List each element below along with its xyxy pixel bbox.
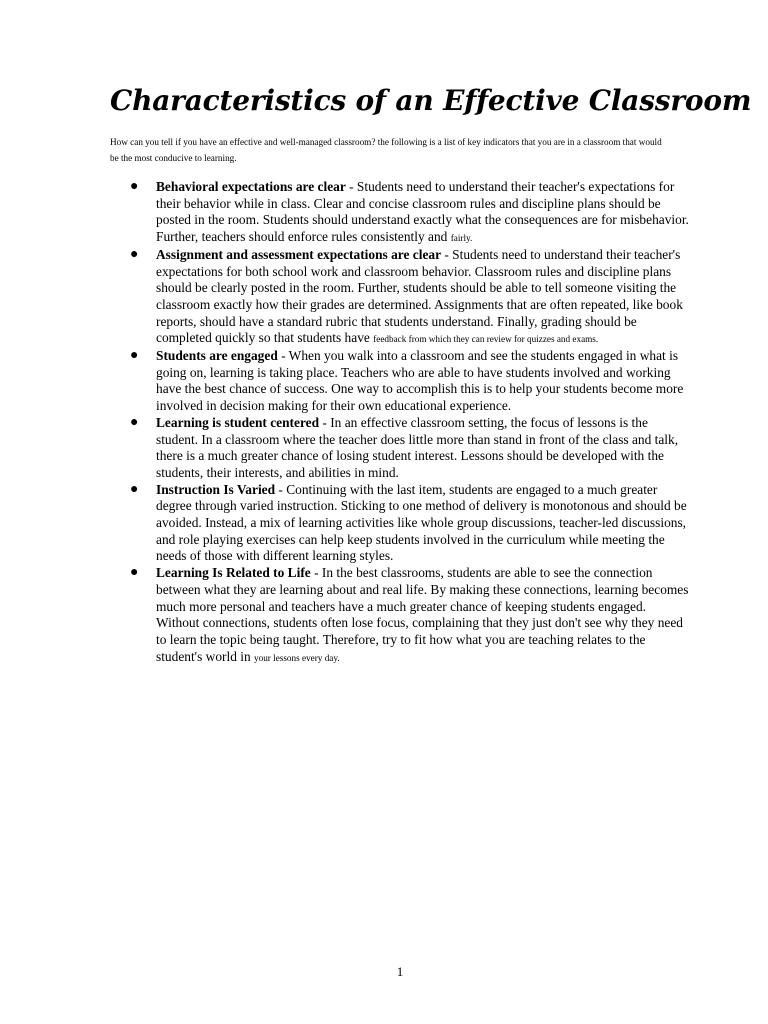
list-item-heading: Students are engaged (156, 348, 278, 364)
list-item-text: - When you walk into a classroom and see the students engaged in what is going on, learning is taking place. Teachers who are able to have students involved and working have the best chance of success. One way to accomplish this is to help your students become more involved in decision making for their own educational experience. (156, 348, 684, 414)
page-title: Characteristics of an Effective Classroom (110, 84, 752, 117)
list-item-text: - In an effective classroom setting, the focus of lessons is the student. In a classroom where the teacher does little more than stand in front of the class and talk, there is a much greater chance of losing student interest. Lessons should be developed with the students, their interests, and abilities in mind. (156, 414, 679, 480)
list-item-text: - Students need to understand their teacher's expectations for both school work and classroom behavior. Classroom rules and discipline plans should be clearly posted in the room. Further, students should be able to tell someone visiting the classroom exactly how their grades are determined. Assignments that are often repeated, like book reports, should have a standard rubric that students understand. Finally, grading should be completed quickly so that students have (156, 246, 683, 346)
bullet-icon: ● (130, 565, 139, 581)
bullet-icon: ● (130, 246, 139, 262)
list-item-heading: Instruction Is Varied (156, 481, 276, 497)
list-item-tail: fairly. (450, 233, 473, 244)
list-item (126, 482, 692, 566)
list-item-text: - In the best classrooms, students are able to see the connection between what they are learning about and real life. By making these connections, learning becomes much more personal and teachers have a much greater chance of keeping students engaged. Without connections, students often lose focus, complaining that they just don't see why they need to learn the topic being taught. Therefore, try to fit how what you are teaching relates to the student's world in (156, 565, 689, 664)
list-item (126, 415, 692, 482)
list-item (126, 348, 692, 415)
list-item-text: - Students need to understand their teacher's expectations for their behavior while in class. Clear and concise classroom rules and discipline plans should be posted in the room. Students should understand exactly what the consequences are for misbehavior. Further, teachers should enforce rules consistently and (156, 179, 689, 245)
list-item (126, 179, 692, 247)
list-item-heading: Learning Is Related to Life (156, 565, 311, 581)
list-item-text: - Continuing with the last item, students are engaged to a much greater degree through varied instruction. Sticking to one method of delivery is monotonous and should be avoided. Instead, a mix of learning activities like whole group discussions, teacher-led discussions, and role playing exercises can help keep students involved in the curriculum while meeting the needs of those with different learning styles. (156, 481, 687, 564)
intro-paragraph: How can you tell if you have an effective and well-managed classroom? the following is a list of key indicators that you are in a classroom that would be the most conducive to learning. (110, 137, 662, 163)
list-item (126, 247, 692, 348)
page-number: 1 (396, 964, 404, 979)
bullet-icon: ● (130, 481, 139, 497)
bullet-icon: ● (130, 414, 139, 430)
list-item-heading: Assignment and assessment expectations are clear (156, 246, 442, 262)
bullet-icon: ● (130, 179, 139, 194)
list-item-tail: your lessons every day. (254, 652, 340, 663)
indicator-list (126, 179, 692, 666)
bullet-icon: ● (130, 348, 139, 364)
list-item-tail: feedback from which they can review for quizzes and exams. (373, 334, 599, 345)
list-item-heading: Learning is student centered (156, 414, 320, 430)
list-item (126, 565, 692, 666)
list-item-heading: Behavioral expectations are clear (156, 179, 346, 194)
